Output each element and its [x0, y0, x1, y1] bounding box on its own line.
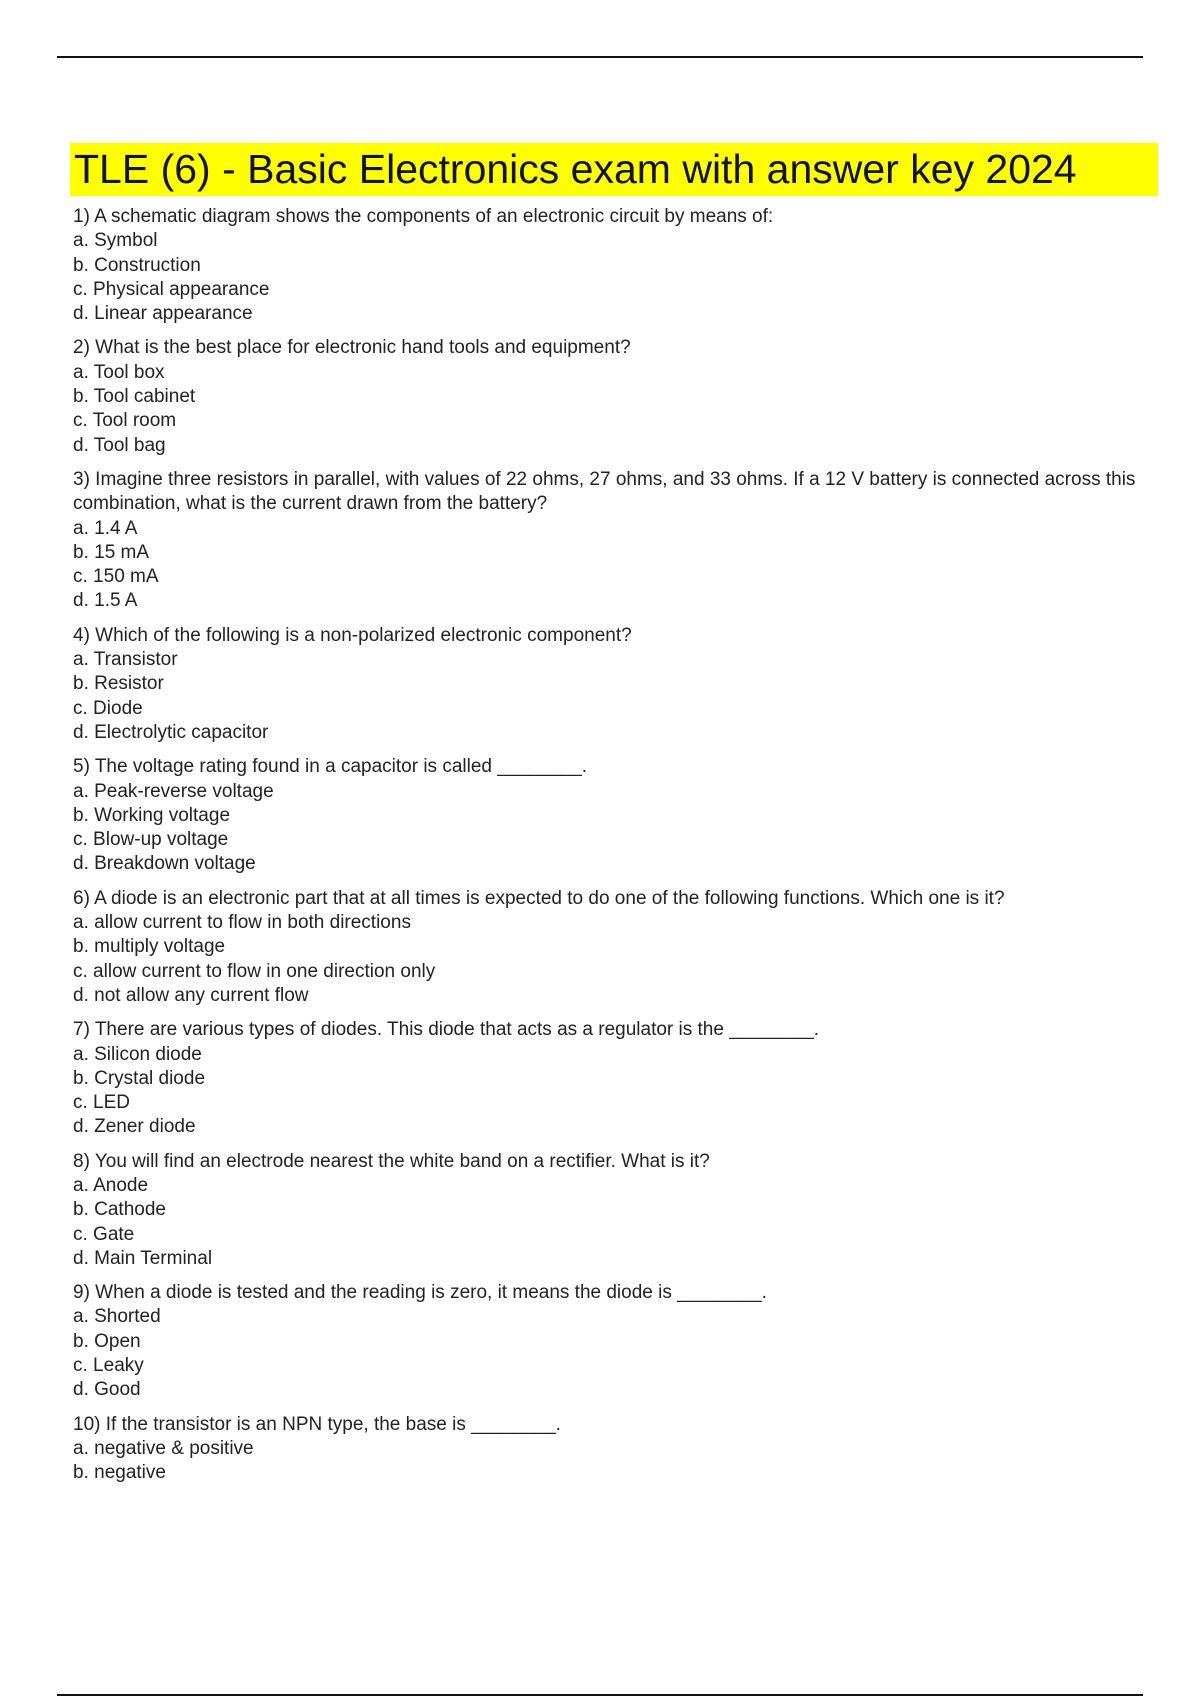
top-rule: [57, 56, 1143, 58]
answer-option: b. Construction: [73, 254, 201, 276]
question-text: 1) A schematic diagram shows the components of an electronic circuit by means of:: [73, 206, 774, 227]
answer-option: c. Tool room: [73, 410, 177, 432]
answer-option: a. Shorted: [73, 1306, 161, 1328]
answer-option: a. 1.4 A: [73, 517, 138, 539]
answer-option: d. Linear appearance: [73, 303, 253, 325]
question-text: 6) A diode is an electronic part that at all times is expected to do one of the following functions. Which one is it?: [73, 887, 1005, 909]
answer-option: d. Main Terminal: [73, 1247, 213, 1269]
answer-option: b. multiply voltage: [73, 936, 226, 958]
answer-option: c. allow current to flow in one direction only: [73, 960, 436, 982]
answer-option: c. Leaky: [73, 1355, 144, 1377]
answer-option: b. Resistor: [73, 673, 164, 695]
answer-option: d. 1.5 A: [73, 590, 138, 612]
answer-option: a. negative & positive: [73, 1437, 254, 1459]
answer-option: d. Electrolytic capacitor: [73, 721, 269, 743]
answer-options: [73, 1174, 1153, 1271]
answer-option: d. Breakdown voltage: [73, 853, 256, 875]
answer-option: d. Good: [73, 1379, 141, 1401]
bottom-rule: [57, 1694, 1143, 1696]
answer-option: a. Silicon diode: [73, 1043, 202, 1065]
answer-options: [73, 361, 1153, 458]
answer-option: b. Open: [73, 1330, 141, 1352]
answer-options: [73, 1043, 1153, 1140]
answer-option: d. not allow any current flow: [73, 984, 309, 1006]
answer-option: a. Transistor: [73, 649, 178, 671]
answer-option: a. Peak-reverse voltage: [73, 780, 274, 802]
question-item: [73, 205, 1153, 326]
answer-option: b. Working voltage: [73, 804, 231, 826]
question-list: [73, 205, 1153, 1496]
answer-option: a. allow current to flow in both directions: [73, 912, 411, 934]
question-text: 2) What is the best place for electronic hand tools and equipment?: [73, 337, 631, 359]
answer-option: c. Physical appearance: [73, 278, 270, 300]
question-text: 7) There are various types of diodes. This diode that acts as a regulator is the ________.: [73, 1019, 820, 1041]
answer-option: a. Symbol: [73, 230, 158, 252]
answer-options: [73, 517, 1153, 614]
answer-options: [73, 911, 1153, 1008]
answer-option: c. Diode: [73, 697, 143, 719]
question-item: [73, 887, 1153, 1008]
question-item: [73, 624, 1153, 745]
answer-options: [73, 1437, 1153, 1486]
document-title: TLE (6) - Basic Electronics exam with answer key 2024: [74, 146, 1077, 192]
answer-option: c. Blow-up voltage: [73, 829, 229, 851]
answer-option: b. negative: [73, 1462, 166, 1484]
answer-option: b. Tool cabinet: [73, 386, 196, 408]
question-item: [73, 1018, 1153, 1139]
question-item: [73, 336, 1153, 457]
answer-option: c. 150 mA: [73, 566, 159, 588]
answer-options: [73, 1305, 1153, 1402]
question-text: 5) The voltage rating found in a capacitor is called ________.: [73, 756, 588, 778]
answer-options: [73, 648, 1153, 745]
answer-option: d. Tool bag: [73, 434, 166, 456]
question-item: [73, 468, 1153, 614]
question-text: 9) When a diode is tested and the reading is zero, it means the diode is ________.: [73, 1282, 767, 1304]
answer-option: d. Zener diode: [73, 1116, 196, 1138]
answer-option: a. Tool box: [73, 361, 165, 383]
answer-option: b. Cathode: [73, 1199, 166, 1221]
question-text: 8) You will find an electrode nearest the white band on a rectifier. What is it?: [73, 1150, 710, 1172]
answer-option: c. LED: [73, 1092, 131, 1114]
title-highlight: [70, 143, 1158, 196]
question-item: [73, 1150, 1153, 1271]
question-item: [73, 1413, 1153, 1486]
answer-option: a. Anode: [73, 1174, 149, 1196]
answer-options: [73, 229, 1153, 326]
question-text: 3) Imagine three resistors in parallel, with values of 22 ohms, 27 ohms, and 33 ohms. If a 12 V battery is connected across this combination, what is the current drawn from the battery?: [73, 468, 1136, 515]
question-item: [73, 755, 1153, 876]
question-item: [73, 1281, 1153, 1402]
answer-options: [73, 780, 1153, 877]
answer-option: b. 15 mA: [73, 541, 150, 563]
question-text: 4) Which of the following is a non-polarized electronic component?: [73, 624, 632, 646]
question-text: 10) If the transistor is an NPN type, the base is ________.: [73, 1413, 561, 1435]
answer-option: b. Crystal diode: [73, 1067, 206, 1089]
answer-option: c. Gate: [73, 1223, 135, 1245]
